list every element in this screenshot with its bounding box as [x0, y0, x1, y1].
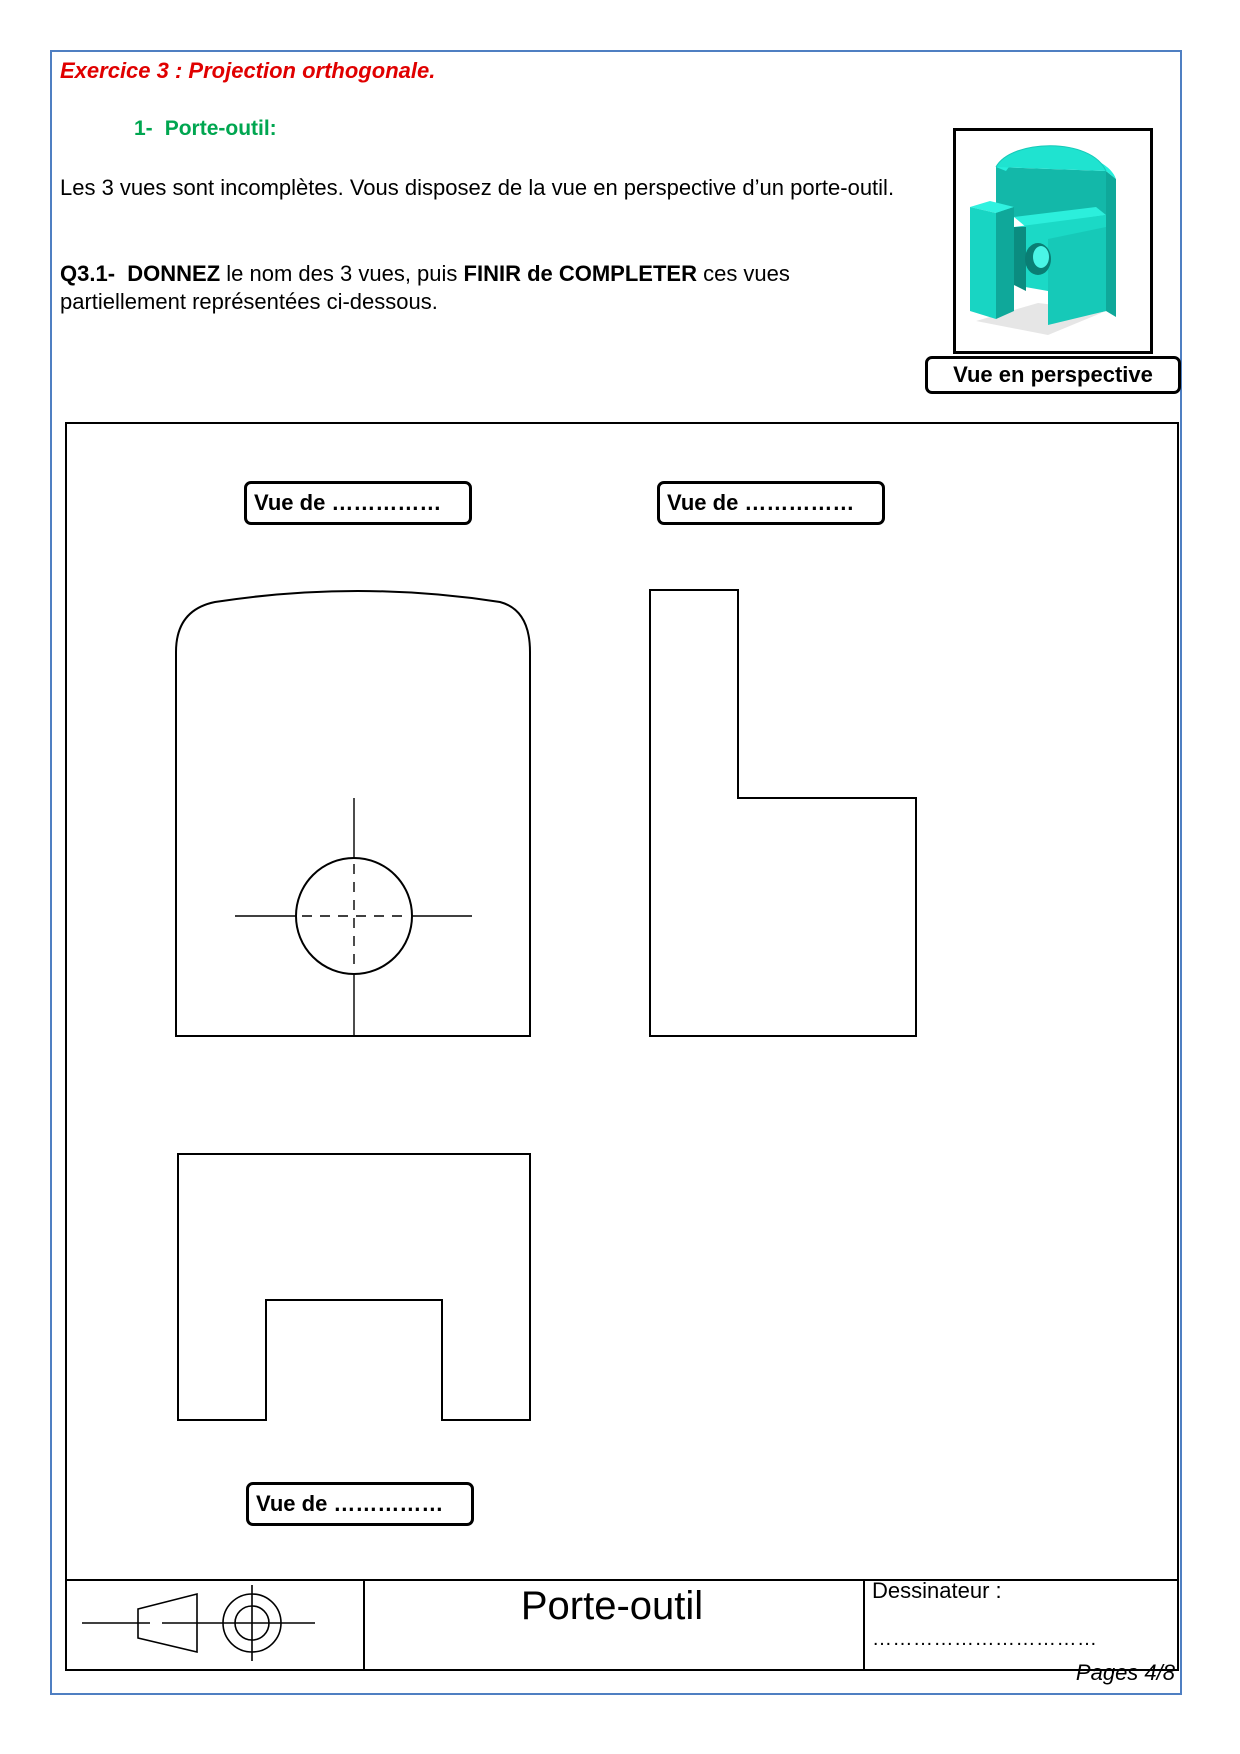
question-text-1: le nom des 3 vues, puis [220, 261, 464, 286]
view-label-top-left: Vue de …………… [244, 481, 472, 525]
center-lines [235, 798, 472, 1036]
section-number: 1- [134, 117, 153, 140]
view-bottom [178, 1154, 530, 1420]
question-text-2: ces vues partiellement représentées ci-dessous. [60, 261, 790, 314]
view-top-right [650, 590, 916, 1036]
view-label-top-right: Vue de …………… [657, 481, 885, 525]
drawer-label: Dessinateur : [872, 1578, 1002, 1603]
perspective-label: Vue en perspective [925, 356, 1181, 394]
section-title: Porte-outil: [164, 117, 277, 140]
question-id: Q3.1- [60, 261, 116, 286]
view-label-bottom: Vue de …………… [246, 1482, 474, 1526]
drawing-title: Porte-outil [520, 1584, 704, 1628]
drawer-field[interactable]: …………………………… [872, 1628, 1098, 1650]
question-verb-2: FINIR de COMPLETER [463, 261, 697, 286]
view-top-left [176, 591, 530, 1036]
first-angle-projection-icon [82, 1585, 315, 1661]
exercise-title: Exercice 3 : Projection orthogonale. [60, 58, 436, 83]
question-verb-1: DONNEZ [127, 261, 221, 286]
intro-paragraph: Les 3 vues sont incomplètes. Vous disposez de la vue en perspective d’un porte-outil. [60, 175, 895, 200]
drawing-frame [66, 423, 1178, 1670]
page-number: Pages 4/8 [1075, 1660, 1175, 1685]
